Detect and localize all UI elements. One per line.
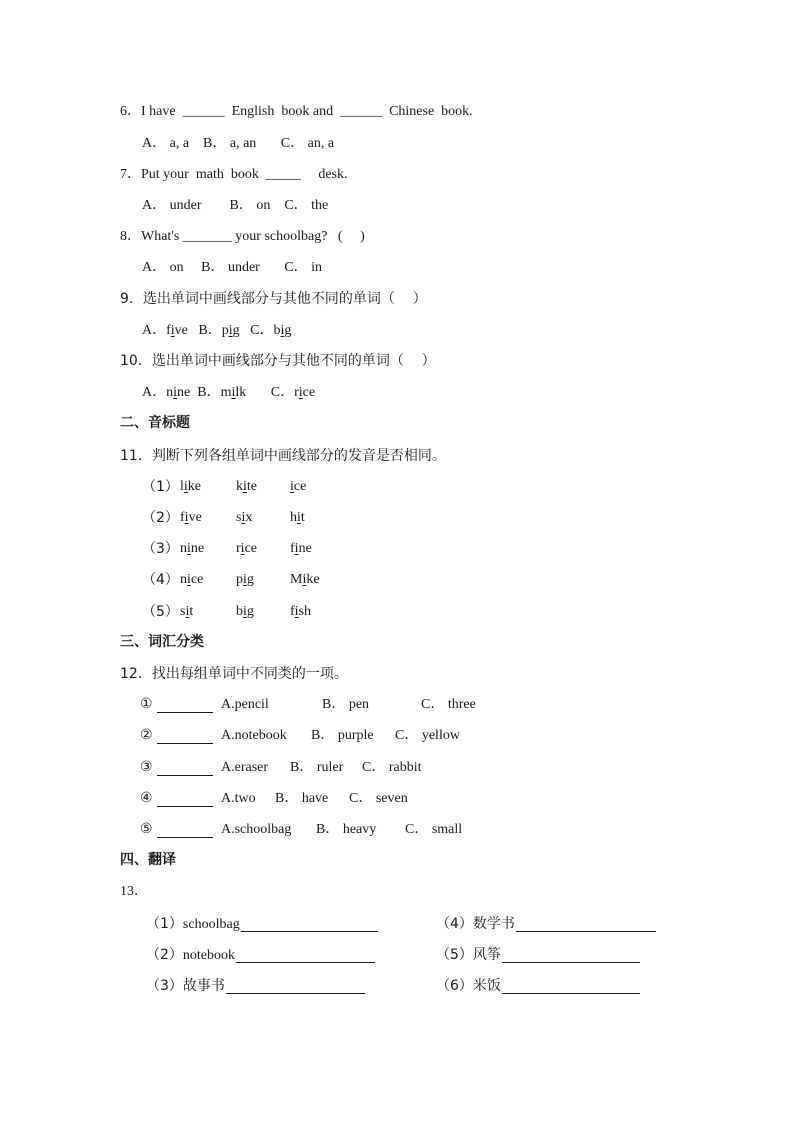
q12-row-number: ① [140,697,153,712]
q11-row-number: （5） [142,604,179,620]
section-4-heading: 四、翻译 [120,852,176,868]
q11-word [290,571,320,589]
translation-item [436,977,501,995]
option-c: C． rabbit [362,760,422,775]
q11-row-number: （1） [142,479,179,495]
word-prefix: r [236,541,241,556]
word-underlined: i [297,510,301,525]
question-9: 9．选出单词中画线部分与其他不同的单词（ ） [120,291,427,307]
translation-word: schoolbag [182,917,240,932]
question-11: 11．判断下列各组单词中画线部分的发音是否相同。 [120,448,446,464]
option-a: A.schoolbag [221,822,292,837]
option-a: A.two [221,791,256,806]
word-underlined: i [187,572,191,587]
word-suffix: ne [298,541,312,556]
word-prefix: s [236,510,242,525]
word-underlined: i [241,510,246,525]
question-6-options: A． a, a B． a, an C． an, a [142,136,335,151]
option-b: B． ruler [290,760,344,775]
word-suffix: ce [244,541,257,556]
translation-number: （5） [436,947,473,963]
answer-blank[interactable] [157,730,213,744]
option-b: B． heavy [316,822,377,837]
word-prefix: M [290,572,303,587]
q11-word [180,540,204,558]
q11-word [180,509,202,527]
word-suffix: sh [298,604,312,619]
question-10: 10．选出单词中画线部分与其他不同的单词（ ） [120,353,436,369]
answer-blank[interactable] [157,699,213,713]
word-prefix: n [180,541,187,556]
section-2-heading: 二、音标题 [120,415,190,431]
answer-blank[interactable] [157,824,213,838]
option-c: C． yellow [395,728,460,743]
q11-word [290,478,306,496]
word-suffix: ke [187,479,201,494]
q11-word [180,603,193,621]
answer-blank[interactable] [502,949,640,963]
q11-word [236,540,257,558]
word-underlined: i [183,479,188,494]
question-7: 7．Put your math book _____ desk. [120,167,348,182]
word-prefix: b [236,604,243,619]
word-prefix: f [290,541,295,556]
translation-word: 风筝 [472,947,501,963]
translation-item [436,915,515,933]
word-underlined: i [294,604,299,619]
option-a: A.pencil [221,697,269,712]
word-underlined: i [184,510,189,525]
translation-item [436,946,501,964]
question-7-options: A． under B． on C． the [142,198,329,213]
word-prefix: h [290,510,297,525]
question-8-options: A． on B． under C． in [142,260,323,275]
word-prefix: f [180,510,185,525]
translation-word: notebook [182,948,236,963]
q11-word [290,509,305,527]
word-suffix: ve [188,510,202,525]
option-a: A.notebook [221,728,287,743]
word-underlined: i [294,541,299,556]
word-suffix: ce [190,572,204,587]
translation-item [146,946,235,965]
q11-word [180,571,203,589]
q12-row-number: ② [140,728,153,743]
q12-row-number: ④ [140,791,153,806]
word-prefix: f [290,604,295,619]
translation-word: 故事书 [182,978,225,994]
question-9-options: A．five B．pig C．big [142,323,292,338]
q11-word [180,478,201,496]
answer-blank[interactable] [516,918,656,932]
translation-number: （4） [436,916,473,932]
q12-row-number: ③ [140,760,153,775]
q11-row-number: （3） [142,541,179,557]
translation-item [146,977,225,996]
word-underlined: i [243,604,247,619]
option-c: C． small [405,822,463,837]
q11-row-number: （4） [142,572,179,588]
option-b: B． have [275,791,329,806]
translation-number: （2） [146,947,183,963]
word-suffix: te [246,479,257,494]
word-suffix: g [246,604,254,619]
word-underlined: i [187,541,191,556]
word-prefix: p [236,572,243,587]
word-prefix: k [236,479,243,494]
q11-word [236,478,257,496]
word-underlined: i [185,604,190,619]
word-prefix: l [180,479,184,494]
word-underlined: i [290,479,294,494]
q11-word [236,603,254,621]
word-suffix: x [245,510,253,525]
question-10-options: A．nine B．milk C．rice [142,385,316,400]
word-suffix: g [246,572,254,587]
word-suffix: ce [293,479,307,494]
translation-number: （1） [146,916,183,932]
question-12: 12．找出每组单词中不同类的一项。 [120,666,348,682]
section-3-heading: 三、词汇分类 [120,634,204,650]
word-underlined: i [240,541,245,556]
question-13: 13． [120,884,148,899]
word-underlined: i [243,479,247,494]
q12-row-number: ⑤ [140,822,153,837]
word-underlined: i [302,572,307,587]
word-prefix: n [180,572,187,587]
word-underlined: i [243,572,247,587]
translation-number: （3） [146,978,183,994]
q11-row-number: （2） [142,510,179,526]
option-b: B． pen [322,697,370,712]
option-c: C． seven [349,791,408,806]
translation-item [146,915,240,934]
q11-word [290,540,312,558]
word-suffix: t [189,604,194,619]
word-prefix: s [180,604,186,619]
option-b: B． purple [311,728,374,743]
answer-blank[interactable] [157,793,213,807]
word-suffix: t [300,510,305,525]
q11-word [236,509,252,527]
translation-word: 数学书 [472,916,515,932]
question-6: 6．I have ______ English book and ______ Chinese book. [120,104,473,119]
answer-blank[interactable] [236,949,375,963]
word-suffix: ke [306,572,320,587]
translation-word: 米饭 [472,978,501,994]
answer-blank[interactable] [226,980,365,994]
q11-word [290,603,311,621]
q11-word [236,571,254,589]
answer-blank[interactable] [241,918,378,932]
option-c: C． three [421,697,476,712]
option-a: A.eraser [221,760,269,775]
translation-number: （6） [436,978,473,994]
word-suffix: ne [190,541,205,556]
answer-blank[interactable] [502,980,640,994]
answer-blank[interactable] [157,762,213,776]
question-8: 8．What's _______ your schoolbag? ( ) [120,229,365,244]
